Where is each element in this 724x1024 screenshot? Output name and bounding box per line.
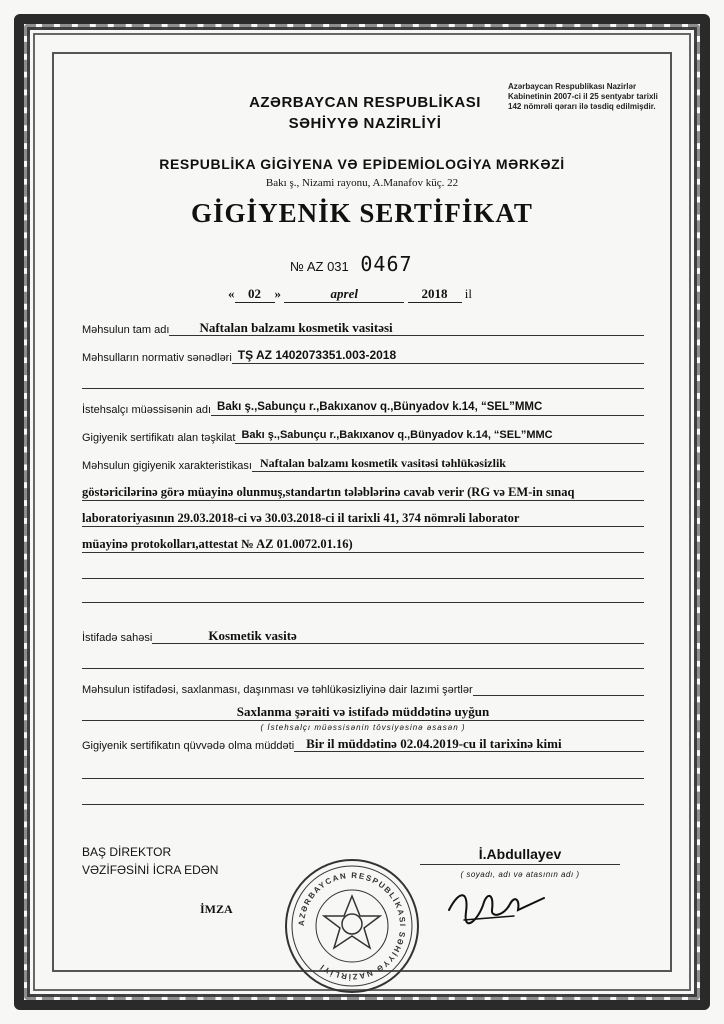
date-month: aprel — [284, 286, 404, 303]
field-conditions — [82, 684, 644, 696]
field-characteristics — [82, 456, 644, 472]
issuer-header — [200, 92, 530, 134]
normative-docs-label: Məhsulların normativ sənədləri — [82, 352, 232, 364]
director-title-line-1: BAŞ DİREKTOR — [82, 845, 172, 859]
field-usage-area — [82, 628, 644, 644]
handwritten-signature-icon — [444, 880, 554, 930]
regulation-note: Azərbaycan Respublikası Nazirlər Kabinetinin 2007-ci il 25 sentyabr tarixli 142 nömrəli qərarı ilə təsdiq edilmişdir. — [508, 82, 658, 111]
field-product-name — [82, 320, 644, 336]
ministry-name: SƏHİYYƏ NAZİRLİYİ — [288, 115, 442, 132]
official-stamp-icon — [282, 856, 422, 996]
product-name-label: Məhsulun tam adı — [82, 324, 170, 336]
characteristics-line-1-cont: göstəricilərinə görə müayinə olunmuş,standartın tələblərinə cavab verir (RG və EM-in sınaq — [82, 484, 644, 501]
director-title-line-2: VƏZİFƏSİNİ İCRA EDƏN — [82, 863, 219, 877]
field-validity — [82, 736, 644, 752]
director-title — [82, 843, 218, 879]
conditions-value: Saxlanma şəraiti və istifadə müddətinə uyğun — [82, 704, 644, 721]
usage-area-value: Kosmetik vasitə — [152, 628, 644, 644]
field-normative-docs — [82, 348, 644, 364]
characteristics-line-1: Naftalan balzamı kosmetik vasitəsi təhlükəsizlik — [252, 456, 644, 472]
svg-text:AZƏRBAYCAN RESPUBLİKASI SƏHİYY: AZƏRBAYCAN RESPUBLİKASI SƏHİYYƏ NAZİRLİYİ — [296, 870, 408, 982]
characteristics-line-2: laboratoriyasının 29.03.2018-ci və 30.03.2018-ci il tarixli 41, 374 nömrəli laborator — [82, 510, 644, 527]
director-name-hint: ( soyadı, adı və atasının adı ) — [460, 870, 580, 879]
manufacturer-value: Bakı ş.,Sabunçu r.,Bakıxanov q.,Bünyadov k.14, “SEL”MMC — [211, 400, 644, 416]
blank-line — [82, 372, 644, 389]
field-recipient — [82, 428, 644, 444]
center-name: RESPUBLİKA GİGİYENA VƏ EPİDEMİOLOGİYA MƏRKƏZİ — [159, 156, 565, 172]
blank-line — [82, 762, 644, 779]
date-close-quote: » — [274, 286, 281, 301]
document-title: GİGİYENİK SERTİFİKAT — [191, 198, 533, 228]
date-suffix: il — [464, 286, 472, 301]
signature-label: İMZA — [200, 902, 233, 916]
blank-line — [82, 562, 644, 579]
blank-line — [82, 652, 644, 669]
recipient-label: Gigiyenik sertifikatı alan təşkilat — [82, 432, 236, 444]
validity-value: Bir il müddətinə 02.04.2019-cu il tarixinə kimi — [294, 736, 644, 752]
center-address: Bakı ş., Nizami rayonu, A.Manafov küç. 22 — [265, 177, 459, 189]
characteristics-line-3: müayinə protokolları,attestat № AZ 01.0072.01.16) — [82, 536, 644, 553]
republic-name: AZƏRBAYCAN RESPUBLİKASI — [249, 94, 481, 111]
director-name: İ.Abdullayev — [420, 844, 620, 865]
blank-line — [82, 788, 644, 805]
conditions-underline — [473, 695, 644, 696]
manufacturer-label: İstehsalçı müəssisənin adı — [82, 404, 212, 416]
date-day: 02 — [235, 286, 275, 303]
characteristics-label: Məhsulun gigiyenik xarakteristikası — [82, 460, 252, 472]
certificate-number-value: 0467 — [360, 252, 413, 276]
product-name-value: Naftalan balzamı kosmetik vasitəsi — [169, 320, 644, 336]
issue-date — [228, 286, 472, 303]
conditions-hint: ( İstehsalçı müəssisənin tövsiyəsinə əsasən ) — [260, 723, 466, 732]
usage-area-label: İstifadə sahəsi — [82, 632, 153, 644]
normative-docs-value: TŞ AZ 1402073351.003-2018 — [232, 348, 644, 364]
recipient-value: Bakı ş.,Sabunçu r.,Bakıxanov q.,Bünyadov k.14, “SEL”MMC — [235, 428, 644, 444]
field-manufacturer — [82, 400, 644, 416]
certificate-number-prefix: № AZ 031 — [290, 259, 349, 274]
date-open-quote: « — [228, 286, 235, 301]
date-year: 2018 — [408, 286, 462, 303]
certificate-number — [290, 252, 413, 276]
validity-label: Gigiyenik sertifikatın qüvvədə olma müddəti — [82, 740, 295, 752]
conditions-label: Məhsulun istifadəsi, saxlanması, daşınması və təhlükəsizliyinə dair lazımi şərtlər — [82, 684, 473, 696]
blank-line — [82, 586, 644, 603]
